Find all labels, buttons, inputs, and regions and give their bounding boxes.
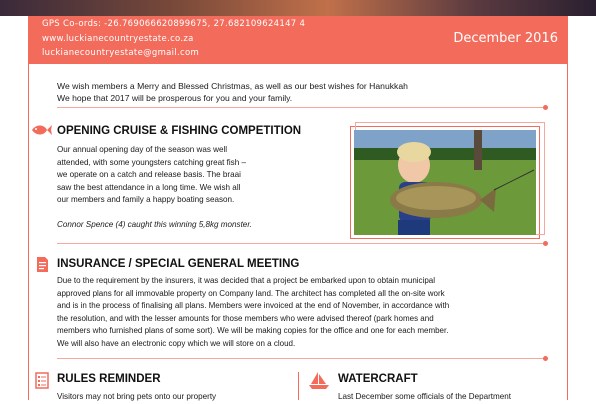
cruise-line: saw the best attendance in a long time. We wish all (57, 182, 241, 192)
cruise-body (57, 144, 337, 207)
header-band (28, 16, 568, 64)
header-photo-strip (0, 0, 596, 16)
cruise-line: our members and family a happy boating season. (57, 195, 235, 204)
section-divider (57, 358, 545, 359)
cruise-line: attended, with some youngsters catching great fish – (57, 157, 246, 167)
page-border-right (567, 64, 568, 400)
newsletter-date: December 2016 (453, 31, 558, 46)
cruise-line: Our annual opening day of the season was well (57, 145, 228, 154)
cruise-line: we operate on a catch and release basis. The braai (57, 170, 241, 179)
checklist-icon (35, 372, 49, 389)
intro-line: We hope that 2017 will be prosperous for you and your family. (57, 93, 293, 103)
insurance-line: approved plans for all immovable property on Company land. The architect has completed all the on-site work (57, 288, 445, 298)
insurance-body (57, 275, 562, 350)
document-icon (36, 256, 49, 273)
photo-caption: Connor Spence (4) caught this winning 5,8kg monster. (57, 220, 252, 229)
gps-coordinates: GPS Co-ords: -26.769066620899675, 27.682109624147 4 (42, 19, 306, 29)
rules-section-title: RULES REMINDER (57, 373, 161, 385)
insurance-line: members who furnished plans of some sort). We will be making copies for the office and one for each member. (57, 326, 449, 335)
insurance-section-title: INSURANCE / SPECIAL GENERAL MEETING (57, 258, 300, 270)
section-divider (57, 243, 545, 244)
intro-greeting (57, 80, 557, 104)
fish-icon (30, 122, 52, 138)
page-border-left (28, 64, 29, 400)
watercraft-section-title: WATERCRAFT (338, 373, 418, 385)
intro-line: We wish members a Merry and Blessed Christmas, as well as our best wishes for Hanukkah (57, 81, 408, 91)
column-separator (298, 372, 299, 400)
photo-frame (350, 126, 540, 239)
section-divider (57, 107, 545, 108)
email-link[interactable]: luckianecountryestate@gmail.com (42, 48, 200, 58)
insurance-line: Due to the requirement by the insurers, it was decided that a project be embarked upon to obtain municipal (57, 276, 435, 285)
website-link[interactable]: www.luckianecountryestate.co.za (42, 34, 194, 44)
insurance-line: the resolution, and with the lesser amounts for those members who were advised thereof (park homes and (57, 313, 434, 323)
insurance-line: We will also have an electronic copy which we will store on a cloud. (57, 338, 296, 348)
fishing-photo (354, 130, 536, 235)
insurance-line: and is in the process of finalising all plans. Members were invoiced at the end of November, in accordance with (57, 301, 450, 310)
watercraft-line: Last December some officials of the Department (338, 392, 512, 401)
rules-line: Visitors may not bring pets onto our property (57, 392, 217, 401)
cruise-section-title: OPENING CRUISE & FISHING COMPETITION (57, 125, 302, 137)
sailboat-icon (308, 371, 330, 391)
